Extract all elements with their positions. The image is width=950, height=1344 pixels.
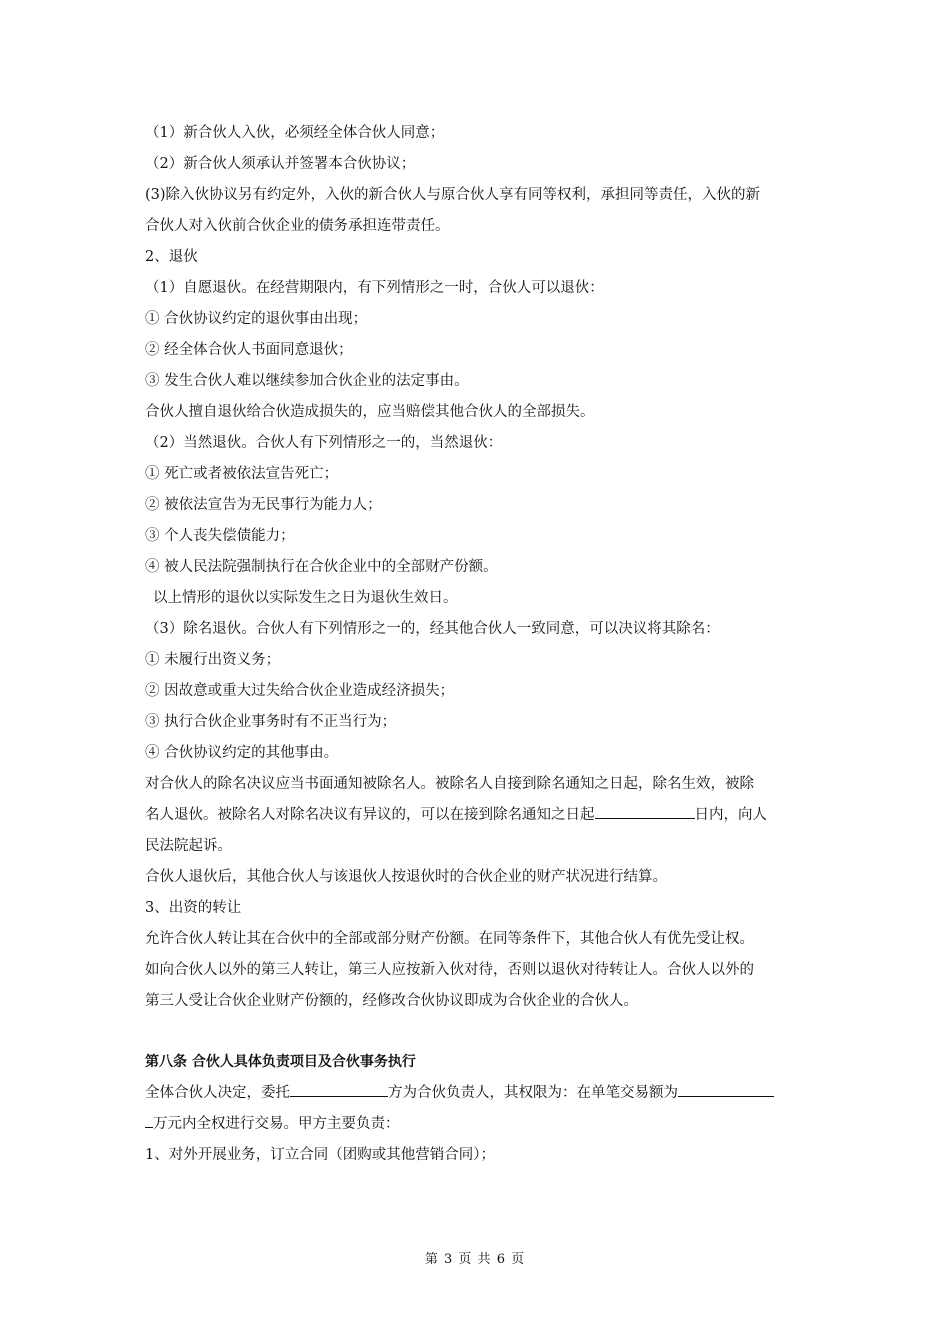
- article-heading: 第八条 合伙人具体负责项目及合伙事务执行: [145, 1054, 416, 1070]
- list-item: ① 死亡或者被依法宣告死亡；: [145, 466, 339, 482]
- text-line: 合伙人对入伙前合伙企业的债务承担连带责任。: [145, 218, 450, 234]
- text-line: (3)除入伙协议另有约定外，入伙的新合伙人与原合伙人享有同等权利，承担同等责任，入伙的新: [145, 187, 761, 203]
- text-line: 合伙人擅自退伙给合伙造成损失的，应当赔偿其他合伙人的全部损失。: [145, 404, 595, 420]
- text-segment: 方为合伙负责人，其权限为：在单笔交易额为: [388, 1085, 678, 1101]
- text-segment: 全体合伙人决定，委托: [145, 1085, 290, 1101]
- text-line: 民法院起诉。: [145, 838, 232, 854]
- fill-in-blank: [145, 1111, 153, 1128]
- text-line-with-blank: [145, 800, 810, 831]
- text-line: （2）新合伙人须承认并签署本合伙协议；: [145, 156, 416, 172]
- list-item: 1、对外开展业务，订立合同（团购或其他营销合同）；: [145, 1147, 495, 1163]
- text-line-with-blank: [145, 1109, 810, 1140]
- text-line: 第三人受让合伙企业财产份额的，经修改合伙协议即成为合伙企业的合伙人。: [145, 993, 638, 1009]
- list-item: ② 经全体合伙人书面同意退伙；: [145, 342, 353, 358]
- paragraph-spacer: [145, 1017, 810, 1047]
- text-line: 以上情形的退伙以实际发生之日为退伙生效日。: [153, 590, 458, 606]
- text-line-with-blanks: [145, 1078, 810, 1109]
- text-line: （2）当然退伙。合伙人有下列情形之一的，当然退伙：: [145, 435, 503, 451]
- text-line: 如向合伙人以外的第三人转让，第三人应按新入伙对待，否则以退伙对待转让人。合伙人以外的: [145, 962, 754, 978]
- fill-in-blank: [595, 802, 695, 819]
- list-item: ③ 执行合伙企业事务时有不正当行为；: [145, 714, 397, 730]
- list-item: ① 未履行出资义务；: [145, 652, 281, 668]
- text-line: 对合伙人的除名决议应当书面通知被除名人。被除名人自接到除名通知之日起，除名生效，被除: [145, 776, 754, 792]
- text-line: （1）新合伙人入伙，必须经全体合伙人同意；: [145, 125, 445, 141]
- text-segment: 日内，向人: [694, 807, 767, 823]
- list-item: ④ 合伙协议约定的其他事由。: [145, 745, 339, 761]
- text-line: （3）除名退伙。合伙人有下列情形之一的，经其他合伙人一致同意，可以决议将其除名：: [145, 621, 720, 637]
- page-number-footer: 第 3 页 共 6 页: [424, 1252, 526, 1267]
- text-segment: 万元内全权进行交易。甲方主要负责：: [153, 1116, 400, 1132]
- text-segment: 名人退伙。被除名人对除名决议有异议的，可以在接到除名通知之日起: [145, 807, 595, 823]
- list-item: ③ 发生合伙人难以继续参加合伙企业的法定事由。: [145, 373, 469, 389]
- text-line: 允许合伙人转让其在合伙中的全部或部分财产份额。在同等条件下，其他合伙人有优先受让权。: [145, 931, 754, 947]
- list-item: ① 合伙协议约定的退伙事由出现；: [145, 311, 368, 327]
- text-line: （1）自愿退伙。在经营期限内，有下列情形之一时，合伙人可以退伙：: [145, 280, 604, 296]
- list-item: ② 因故意或重大过失给合伙企业造成经济损失；: [145, 683, 455, 699]
- list-item: ② 被依法宣告为无民事行为能力人；: [145, 497, 382, 513]
- page-body: [145, 118, 810, 1171]
- fill-in-blank: [678, 1080, 774, 1097]
- list-item: ③ 个人丧失偿债能力；: [145, 528, 295, 544]
- fill-in-blank: [290, 1080, 388, 1097]
- section-heading-transfer: 3、出资的转让: [145, 900, 242, 916]
- list-item: ④ 被人民法院强制执行在合伙企业中的全部财产份额。: [145, 559, 498, 575]
- section-heading-withdrawal: 2、退伙: [145, 249, 198, 265]
- text-line: 合伙人退伙后，其他合伙人与该退伙人按退伙时的合伙企业的财产状况进行结算。: [145, 869, 667, 885]
